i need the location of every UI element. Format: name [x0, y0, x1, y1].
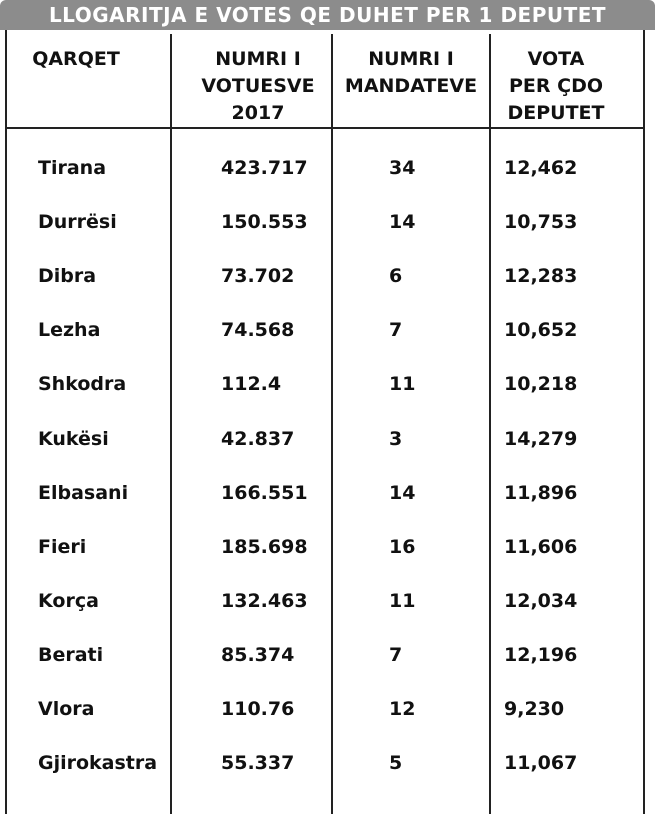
cell-mandates: 11 [389, 589, 416, 612]
table-row [0, 478, 655, 508]
cell-region: Gjirokastra [38, 752, 158, 775]
cell-votes: 110.76 [221, 698, 295, 720]
header-votes [188, 46, 328, 127]
cell-ratio: 12,283 [504, 265, 578, 288]
cell-region: Tirana [38, 157, 107, 179]
header-votes-line: 2017 [231, 102, 285, 124]
cell-region: Shkodra [38, 373, 127, 396]
table-row [0, 694, 655, 724]
cell-votes: 112.4 [221, 373, 282, 396]
table-row [0, 207, 655, 237]
cell-votes: 42.837 [221, 427, 295, 450]
cell-ratio: 12,034 [504, 589, 578, 612]
cell-ratio: 9,230 [504, 698, 565, 720]
table-title: LLOGARITJA E VOTES QE DUHET PER 1 DEPUTET [48, 3, 607, 27]
header-ratio-line: DEPUTET [507, 102, 605, 124]
cell-region: Korça [38, 589, 99, 612]
header-mandates [333, 46, 489, 100]
cell-ratio: 12,196 [504, 643, 578, 666]
cell-votes: 150.553 [221, 211, 308, 234]
cell-mandates: 5 [389, 752, 403, 775]
cell-ratio: 10,753 [504, 211, 578, 234]
cell-votes: 55.337 [221, 752, 295, 775]
cell-region: Dibra [38, 265, 97, 288]
cell-region: Kukësi [38, 427, 109, 450]
header-ratio [495, 46, 617, 127]
cell-votes: 74.568 [221, 319, 295, 342]
cell-votes: 73.702 [221, 265, 295, 288]
cell-ratio: 11,606 [504, 535, 578, 558]
table-row [0, 261, 655, 291]
header-ratio-line: PER ÇDO [508, 75, 604, 97]
cell-mandates: 12 [389, 698, 416, 720]
cell-mandates: 7 [389, 643, 403, 666]
cell-votes: 132.463 [221, 589, 308, 612]
header-votes-line: VOTUESVE [201, 75, 315, 97]
cell-mandates: 11 [389, 373, 416, 396]
header-divider [5, 127, 645, 129]
cell-region: Durrësi [38, 211, 117, 234]
cell-mandates: 14 [389, 211, 416, 234]
header-mandates-line: MANDATEVE [344, 75, 478, 97]
table-row [0, 153, 655, 183]
cell-ratio: 12,462 [504, 157, 578, 179]
cell-mandates: 6 [389, 265, 403, 288]
table-row [0, 315, 655, 345]
cell-votes: 423.717 [221, 157, 308, 179]
table-row [0, 586, 655, 616]
cell-mandates: 3 [389, 427, 403, 450]
header-region [14, 46, 138, 73]
cell-region: Vlora [38, 698, 95, 720]
cell-votes: 185.698 [221, 535, 308, 558]
cell-ratio: 14,279 [504, 427, 578, 450]
header-mandates-line: NUMRI I [368, 48, 454, 70]
table-row [0, 532, 655, 562]
cell-mandates: 7 [389, 319, 403, 342]
cell-mandates: 16 [389, 535, 416, 558]
cell-region: Fieri [38, 535, 87, 558]
table-row [0, 424, 655, 454]
cell-region: Elbasani [38, 481, 129, 504]
cell-votes: 166.551 [221, 481, 308, 504]
cell-ratio: 11,067 [504, 752, 578, 775]
table-row [0, 369, 655, 399]
cell-mandates: 14 [389, 481, 416, 504]
cell-region: Lezha [38, 319, 101, 342]
cell-region: Berati [38, 643, 104, 666]
header-votes-line: NUMRI I [215, 48, 301, 70]
cell-ratio: 10,652 [504, 319, 578, 342]
cell-votes: 85.374 [221, 643, 295, 666]
table-row [0, 640, 655, 670]
header-ratio-line: VOTA [527, 48, 585, 70]
header-region-line: QARQET [32, 48, 120, 70]
cell-mandates: 34 [389, 157, 416, 179]
table-row [0, 748, 655, 778]
cell-ratio: 10,218 [504, 373, 578, 396]
cell-ratio: 11,896 [504, 481, 578, 504]
